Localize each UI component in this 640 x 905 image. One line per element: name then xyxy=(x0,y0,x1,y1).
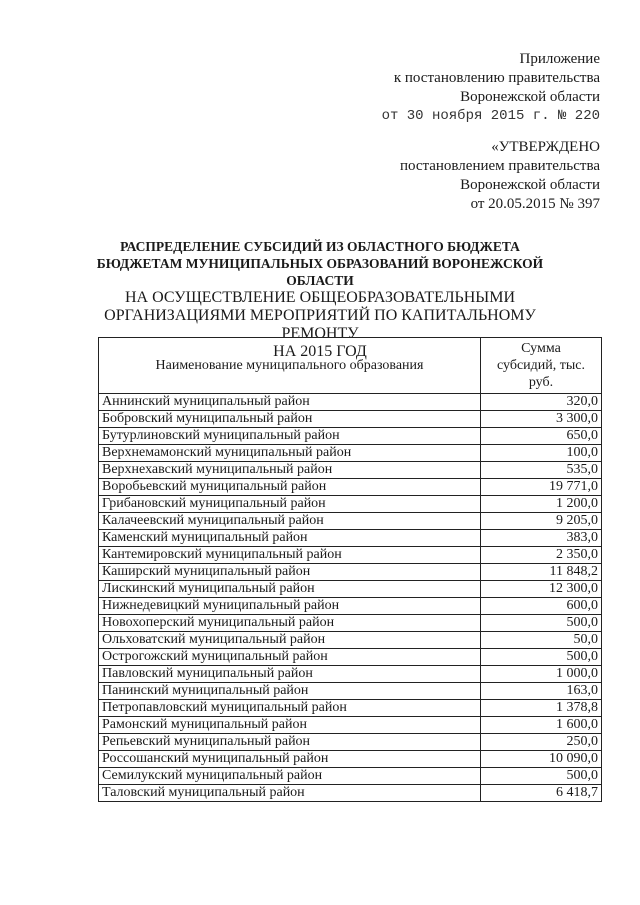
approved-line: постановлением правительства xyxy=(399,158,600,174)
district-name: Каменский муниципальный район xyxy=(99,530,481,547)
table-row xyxy=(99,598,602,615)
table-row xyxy=(99,564,602,581)
subsidy-amount: 250,0 xyxy=(481,734,602,751)
district-name: Новохоперский муниципальный район xyxy=(99,615,481,632)
district-name: Репьевский муниципальный район xyxy=(99,734,481,751)
table-row xyxy=(99,394,602,411)
subsidy-amount: 1 000,0 xyxy=(481,666,602,683)
subsidy-amount: 2 350,0 xyxy=(481,547,602,564)
table-row xyxy=(99,462,602,479)
district-name: Верхнемамонский муниципальный район xyxy=(99,445,481,462)
table-row xyxy=(99,751,602,768)
table-row xyxy=(99,530,602,547)
table-row xyxy=(99,428,602,445)
subsidy-amount: 535,0 xyxy=(481,462,602,479)
subsidy-amount: 10 090,0 xyxy=(481,751,602,768)
district-name: Нижнедевицкий муниципальный район xyxy=(99,598,481,615)
header-sum-line: Сумма xyxy=(521,341,561,356)
district-name: Ольховатский муниципальный район xyxy=(99,632,481,649)
subsidy-amount: 100,0 xyxy=(481,445,602,462)
header-name: Наименование муниципального образования xyxy=(99,338,481,394)
approved-line: Воронежской области xyxy=(460,177,600,193)
appendix-line: к постановлению правительства xyxy=(393,70,600,86)
subsidy-amount: 500,0 xyxy=(481,615,602,632)
title-line-bold: БЮДЖЕТАМ МУНИЦИПАЛЬНЫХ ОБРАЗОВАНИЙ ВОРОНЕЖСКОЙ ОБЛАСТИ xyxy=(96,256,544,288)
subsidy-amount: 650,0 xyxy=(481,428,602,445)
district-name: Панинский муниципальный район xyxy=(99,683,481,700)
district-name: Верхнехавский муниципальный район xyxy=(99,462,481,479)
appendix-date: от 30 ноября 2015 г. № 220 xyxy=(381,108,600,124)
district-name: Кантемировский муниципальный район xyxy=(99,547,481,564)
table-row xyxy=(99,768,602,785)
subsidy-amount: 50,0 xyxy=(481,632,602,649)
subsidy-amount: 163,0 xyxy=(481,683,602,700)
district-name: Семилукский муниципальный район xyxy=(99,768,481,785)
district-name: Калачеевский муниципальный район xyxy=(99,513,481,530)
district-name: Грибановский муниципальный район xyxy=(99,496,481,513)
table-row xyxy=(99,785,602,802)
subsidy-amount: 19 771,0 xyxy=(481,479,602,496)
district-name: Таловский муниципальный район xyxy=(99,785,481,802)
approved-date: от 20.05.2015 № 397 xyxy=(470,196,600,212)
district-name: Бобровский муниципальный район xyxy=(99,411,481,428)
subsidy-amount: 11 848,2 xyxy=(481,564,602,581)
subsidy-amount: 1 600,0 xyxy=(481,717,602,734)
table-row xyxy=(99,615,602,632)
district-name: Острогожский муниципальный район xyxy=(99,649,481,666)
table-row xyxy=(99,496,602,513)
district-name: Петропавловский муниципальный район xyxy=(99,700,481,717)
subsidy-amount: 9 205,0 xyxy=(481,513,602,530)
table-row xyxy=(99,513,602,530)
table-row xyxy=(99,700,602,717)
district-name: Лискинский муниципальный район xyxy=(99,581,481,598)
title-line-bold: РАСПРЕДЕЛЕНИЕ СУБСИДИЙ ИЗ ОБЛАСТНОГО БЮДЖЕТА xyxy=(120,239,520,254)
table-row xyxy=(99,717,602,734)
table-row xyxy=(99,683,602,700)
subsidy-amount: 383,0 xyxy=(481,530,602,547)
table-row xyxy=(99,632,602,649)
subsidy-amount: 3 300,0 xyxy=(481,411,602,428)
district-name: Воробьевский муниципальный район xyxy=(99,479,481,496)
subsidy-table xyxy=(98,337,602,802)
header-sum-line: субсидий, тыс. xyxy=(496,358,586,373)
subsidy-amount: 1 200,0 xyxy=(481,496,602,513)
district-name: Аннинский муниципальный район xyxy=(99,394,481,411)
subsidy-amount: 320,0 xyxy=(481,394,602,411)
title-line: НА ОСУЩЕСТВЛЕНИЕ ОБЩЕОБРАЗОВАТЕЛЬНЫМИ xyxy=(124,289,516,306)
table-header-row xyxy=(99,338,602,394)
appendix-title: Приложение xyxy=(519,51,600,67)
subsidy-amount: 1 378,8 xyxy=(481,700,602,717)
subsidy-amount: 500,0 xyxy=(481,768,602,785)
table-row xyxy=(99,547,602,564)
table-row xyxy=(99,581,602,598)
subsidy-amount: 500,0 xyxy=(481,649,602,666)
district-name: Рамонский муниципальный район xyxy=(99,717,481,734)
appendix-line: Воронежской области xyxy=(460,89,600,105)
table-row xyxy=(99,445,602,462)
district-name: Павловский муниципальный район xyxy=(99,666,481,683)
district-name: Бутурлиновский муниципальный район xyxy=(99,428,481,445)
approved-block xyxy=(400,138,600,214)
table-row xyxy=(99,666,602,683)
table-row xyxy=(99,411,602,428)
appendix-block xyxy=(382,50,600,126)
approved-title: «УТВЕРЖДЕНО xyxy=(491,139,600,155)
subsidy-amount: 12 300,0 xyxy=(481,581,602,598)
table-row xyxy=(99,649,602,666)
table-row xyxy=(99,479,602,496)
header-sum xyxy=(481,338,602,394)
header-sum-line: руб. xyxy=(528,375,554,390)
table-row xyxy=(99,734,602,751)
subsidy-amount: 600,0 xyxy=(481,598,602,615)
district-name: Каширский муниципальный район xyxy=(99,564,481,581)
title-line: НА 2015 ГОД xyxy=(273,343,367,360)
subsidy-amount: 6 418,7 xyxy=(481,785,602,802)
district-name: Россошанский муниципальный район xyxy=(99,751,481,768)
title-line: ОРГАНИЗАЦИЯМИ МЕРОПРИЯТИЙ ПО КАПИТАЛЬНОМУ РЕМОНТУ xyxy=(104,307,536,342)
